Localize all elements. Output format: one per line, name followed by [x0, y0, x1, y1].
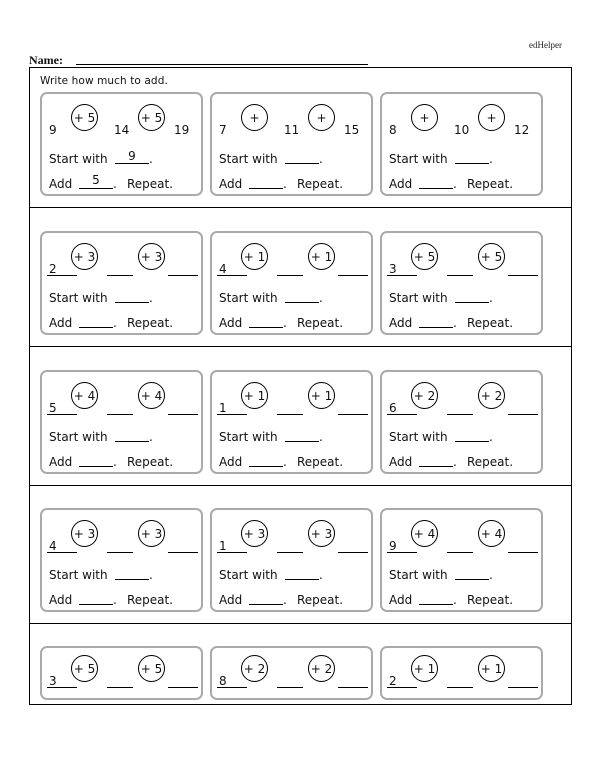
sequence-number: 12: [514, 123, 530, 137]
repeat-label: Repeat.: [297, 177, 344, 191]
period: .: [489, 291, 493, 305]
answer-blank[interactable]: [508, 552, 538, 553]
answer-blank[interactable]: [107, 414, 133, 415]
answer-blank[interactable]: [107, 687, 133, 688]
add-blank[interactable]: [419, 327, 453, 328]
add-circle: + 2: [478, 382, 505, 409]
add-label: Add: [389, 177, 413, 191]
answer-blank[interactable]: [168, 552, 198, 553]
start-with-blank[interactable]: [455, 302, 489, 303]
start-number: 9: [389, 539, 397, 553]
add-circle: + 3: [71, 520, 98, 547]
add-blank[interactable]: [79, 604, 113, 605]
add-label: Add: [389, 593, 413, 607]
sequence-number: 15: [344, 123, 360, 137]
start-underline: [217, 552, 247, 553]
period: .: [453, 316, 457, 330]
add-circle: +: [308, 104, 335, 131]
start-with-blank[interactable]: [455, 163, 489, 164]
start-number: 2: [389, 674, 397, 688]
start-number: 3: [49, 674, 57, 688]
add-circle: + 3: [241, 520, 268, 547]
problem-card: [210, 508, 373, 612]
row-divider: [30, 346, 571, 347]
start-number: 8: [219, 674, 227, 688]
answer-blank[interactable]: [107, 275, 133, 276]
sequence-number: 9: [49, 123, 57, 137]
start-underline: [387, 414, 417, 415]
repeat-label: Repeat.: [297, 316, 344, 330]
row-divider: [30, 623, 571, 624]
start-underline: [217, 414, 247, 415]
period: .: [453, 455, 457, 469]
add-circle: + 5: [138, 655, 165, 682]
start-with-blank[interactable]: [455, 579, 489, 580]
add-blank[interactable]: [419, 604, 453, 605]
add-circle: + 3: [138, 243, 165, 270]
start-with-label: Start with: [49, 430, 108, 444]
add-blank[interactable]: [249, 327, 283, 328]
answer-blank[interactable]: [168, 275, 198, 276]
start-with-label: Start with: [219, 291, 278, 305]
start-with-value: 9: [128, 149, 136, 163]
add-circle: + 1: [411, 655, 438, 682]
start-underline: [47, 414, 77, 415]
start-number: 2: [49, 262, 57, 276]
add-circle: + 4: [71, 382, 98, 409]
add-label: Add: [219, 177, 243, 191]
add-circle: + 3: [138, 520, 165, 547]
repeat-label: Repeat.: [467, 455, 514, 469]
start-underline: [387, 552, 417, 553]
answer-blank[interactable]: [447, 552, 473, 553]
add-blank[interactable]: [79, 188, 113, 189]
answer-blank[interactable]: [338, 687, 368, 688]
add-label: Add: [49, 316, 73, 330]
period: .: [113, 177, 117, 191]
add-label: Add: [389, 455, 413, 469]
add-circle: + 5: [71, 655, 98, 682]
period: .: [319, 152, 323, 166]
start-with-blank[interactable]: [285, 302, 319, 303]
add-circle: + 4: [411, 520, 438, 547]
start-with-label: Start with: [219, 152, 278, 166]
period: .: [113, 455, 117, 469]
start-with-label: Start with: [49, 291, 108, 305]
sequence-number: 19: [174, 123, 190, 137]
period: .: [319, 430, 323, 444]
add-label: Add: [389, 316, 413, 330]
start-with-label: Start with: [389, 152, 448, 166]
add-circle: + 5: [138, 104, 165, 131]
period: .: [489, 430, 493, 444]
period: .: [113, 316, 117, 330]
period: .: [283, 593, 287, 607]
sequence-number: 8: [389, 123, 397, 137]
period: .: [283, 177, 287, 191]
start-number: 6: [389, 401, 397, 415]
start-with-label: Start with: [49, 568, 108, 582]
name-field-line[interactable]: [76, 64, 368, 65]
problem-card: [40, 508, 203, 612]
problem-card: [210, 231, 373, 335]
period: .: [453, 593, 457, 607]
start-number: 4: [219, 262, 227, 276]
add-circle: +: [478, 104, 505, 131]
start-with-label: Start with: [389, 568, 448, 582]
start-with-label: Start with: [49, 152, 108, 166]
answer-blank[interactable]: [277, 414, 303, 415]
problem-card: [380, 92, 543, 196]
worksheet: [29, 67, 572, 705]
add-circle: + 5: [71, 104, 98, 131]
add-circle: +: [411, 104, 438, 131]
answer-blank[interactable]: [508, 275, 538, 276]
answer-blank[interactable]: [107, 552, 133, 553]
add-circle: + 1: [241, 382, 268, 409]
repeat-label: Repeat.: [467, 177, 514, 191]
start-with-blank[interactable]: [455, 441, 489, 442]
repeat-label: Repeat.: [467, 316, 514, 330]
answer-blank[interactable]: [447, 414, 473, 415]
start-with-blank[interactable]: [115, 163, 149, 164]
add-circle: + 2: [241, 655, 268, 682]
start-underline: [47, 552, 77, 553]
add-circle: + 4: [478, 520, 505, 547]
start-with-label: Start with: [219, 430, 278, 444]
start-underline: [217, 687, 247, 688]
add-label: Add: [219, 316, 243, 330]
problem-card: [380, 508, 543, 612]
sequence-number: 11: [284, 123, 300, 137]
repeat-label: Repeat.: [297, 593, 344, 607]
add-label: Add: [49, 593, 73, 607]
problem-card: [210, 370, 373, 474]
instruction-text: Write how much to add.: [40, 75, 168, 87]
answer-blank[interactable]: [168, 687, 198, 688]
answer-blank[interactable]: [168, 414, 198, 415]
period: .: [149, 152, 153, 166]
add-label: Add: [49, 455, 73, 469]
start-underline: [47, 275, 77, 276]
period: .: [149, 568, 153, 582]
add-blank[interactable]: [249, 604, 283, 605]
add-blank[interactable]: [79, 466, 113, 467]
sequence-number: 7: [219, 123, 227, 137]
answer-blank[interactable]: [338, 275, 368, 276]
period: .: [489, 568, 493, 582]
add-circle: + 5: [478, 243, 505, 270]
row-divider: [30, 485, 571, 486]
start-with-blank[interactable]: [285, 441, 319, 442]
answer-blank[interactable]: [277, 552, 303, 553]
add-circle: +: [241, 104, 268, 131]
start-with-blank[interactable]: [115, 302, 149, 303]
add-label: Add: [49, 177, 73, 191]
period: .: [149, 291, 153, 305]
problem-card: [210, 92, 373, 196]
period: .: [149, 430, 153, 444]
repeat-label: Repeat.: [297, 455, 344, 469]
problem-card: [380, 231, 543, 335]
answer-blank[interactable]: [447, 687, 473, 688]
add-blank[interactable]: [419, 466, 453, 467]
start-with-blank[interactable]: [285, 579, 319, 580]
brand-label: edHelper: [529, 40, 562, 50]
problem-card: [40, 370, 203, 474]
add-circle: + 3: [308, 520, 335, 547]
answer-blank[interactable]: [508, 414, 538, 415]
period: .: [283, 455, 287, 469]
problem-card: [210, 646, 373, 700]
name-label: Name:: [29, 53, 63, 67]
add-blank[interactable]: [419, 188, 453, 189]
answer-blank[interactable]: [447, 275, 473, 276]
answer-blank[interactable]: [508, 687, 538, 688]
repeat-label: Repeat.: [127, 455, 174, 469]
period: .: [453, 177, 457, 191]
start-with-label: Start with: [219, 568, 278, 582]
add-label: Add: [219, 593, 243, 607]
start-with-label: Start with: [389, 291, 448, 305]
repeat-label: Repeat.: [127, 593, 174, 607]
start-number: 5: [49, 401, 57, 415]
start-underline: [217, 275, 247, 276]
add-circle: + 1: [308, 382, 335, 409]
problem-card: [40, 646, 203, 700]
sequence-number: 14: [114, 123, 130, 137]
period: .: [113, 593, 117, 607]
row-divider: [30, 207, 571, 208]
answer-blank[interactable]: [277, 275, 303, 276]
add-circle: + 4: [138, 382, 165, 409]
start-number: 3: [389, 262, 397, 276]
start-number: 1: [219, 401, 227, 415]
repeat-label: Repeat.: [127, 177, 174, 191]
add-circle: + 3: [71, 243, 98, 270]
repeat-label: Repeat.: [467, 593, 514, 607]
start-underline: [387, 275, 417, 276]
repeat-label: Repeat.: [127, 316, 174, 330]
answer-blank[interactable]: [277, 687, 303, 688]
answer-blank[interactable]: [338, 552, 368, 553]
start-number: 1: [219, 539, 227, 553]
add-blank[interactable]: [249, 188, 283, 189]
add-circle: + 1: [478, 655, 505, 682]
problem-card: [40, 231, 203, 335]
period: .: [319, 291, 323, 305]
period: .: [489, 152, 493, 166]
start-with-blank[interactable]: [285, 163, 319, 164]
problem-card: [40, 92, 203, 196]
add-circle: + 5: [411, 243, 438, 270]
add-blank[interactable]: [249, 466, 283, 467]
period: .: [283, 316, 287, 330]
add-label: Add: [219, 455, 243, 469]
add-blank[interactable]: [79, 327, 113, 328]
start-with-blank[interactable]: [115, 579, 149, 580]
add-value: 5: [92, 173, 100, 187]
start-underline: [387, 687, 417, 688]
start-with-blank[interactable]: [115, 441, 149, 442]
add-circle: + 2: [308, 655, 335, 682]
add-circle: + 2: [411, 382, 438, 409]
answer-blank[interactable]: [338, 414, 368, 415]
period: .: [319, 568, 323, 582]
start-number: 4: [49, 539, 57, 553]
sequence-number: 10: [454, 123, 470, 137]
problem-card: [380, 646, 543, 700]
add-circle: + 1: [308, 243, 335, 270]
start-underline: [47, 687, 77, 688]
problem-card: [380, 370, 543, 474]
start-with-label: Start with: [389, 430, 448, 444]
add-circle: + 1: [241, 243, 268, 270]
